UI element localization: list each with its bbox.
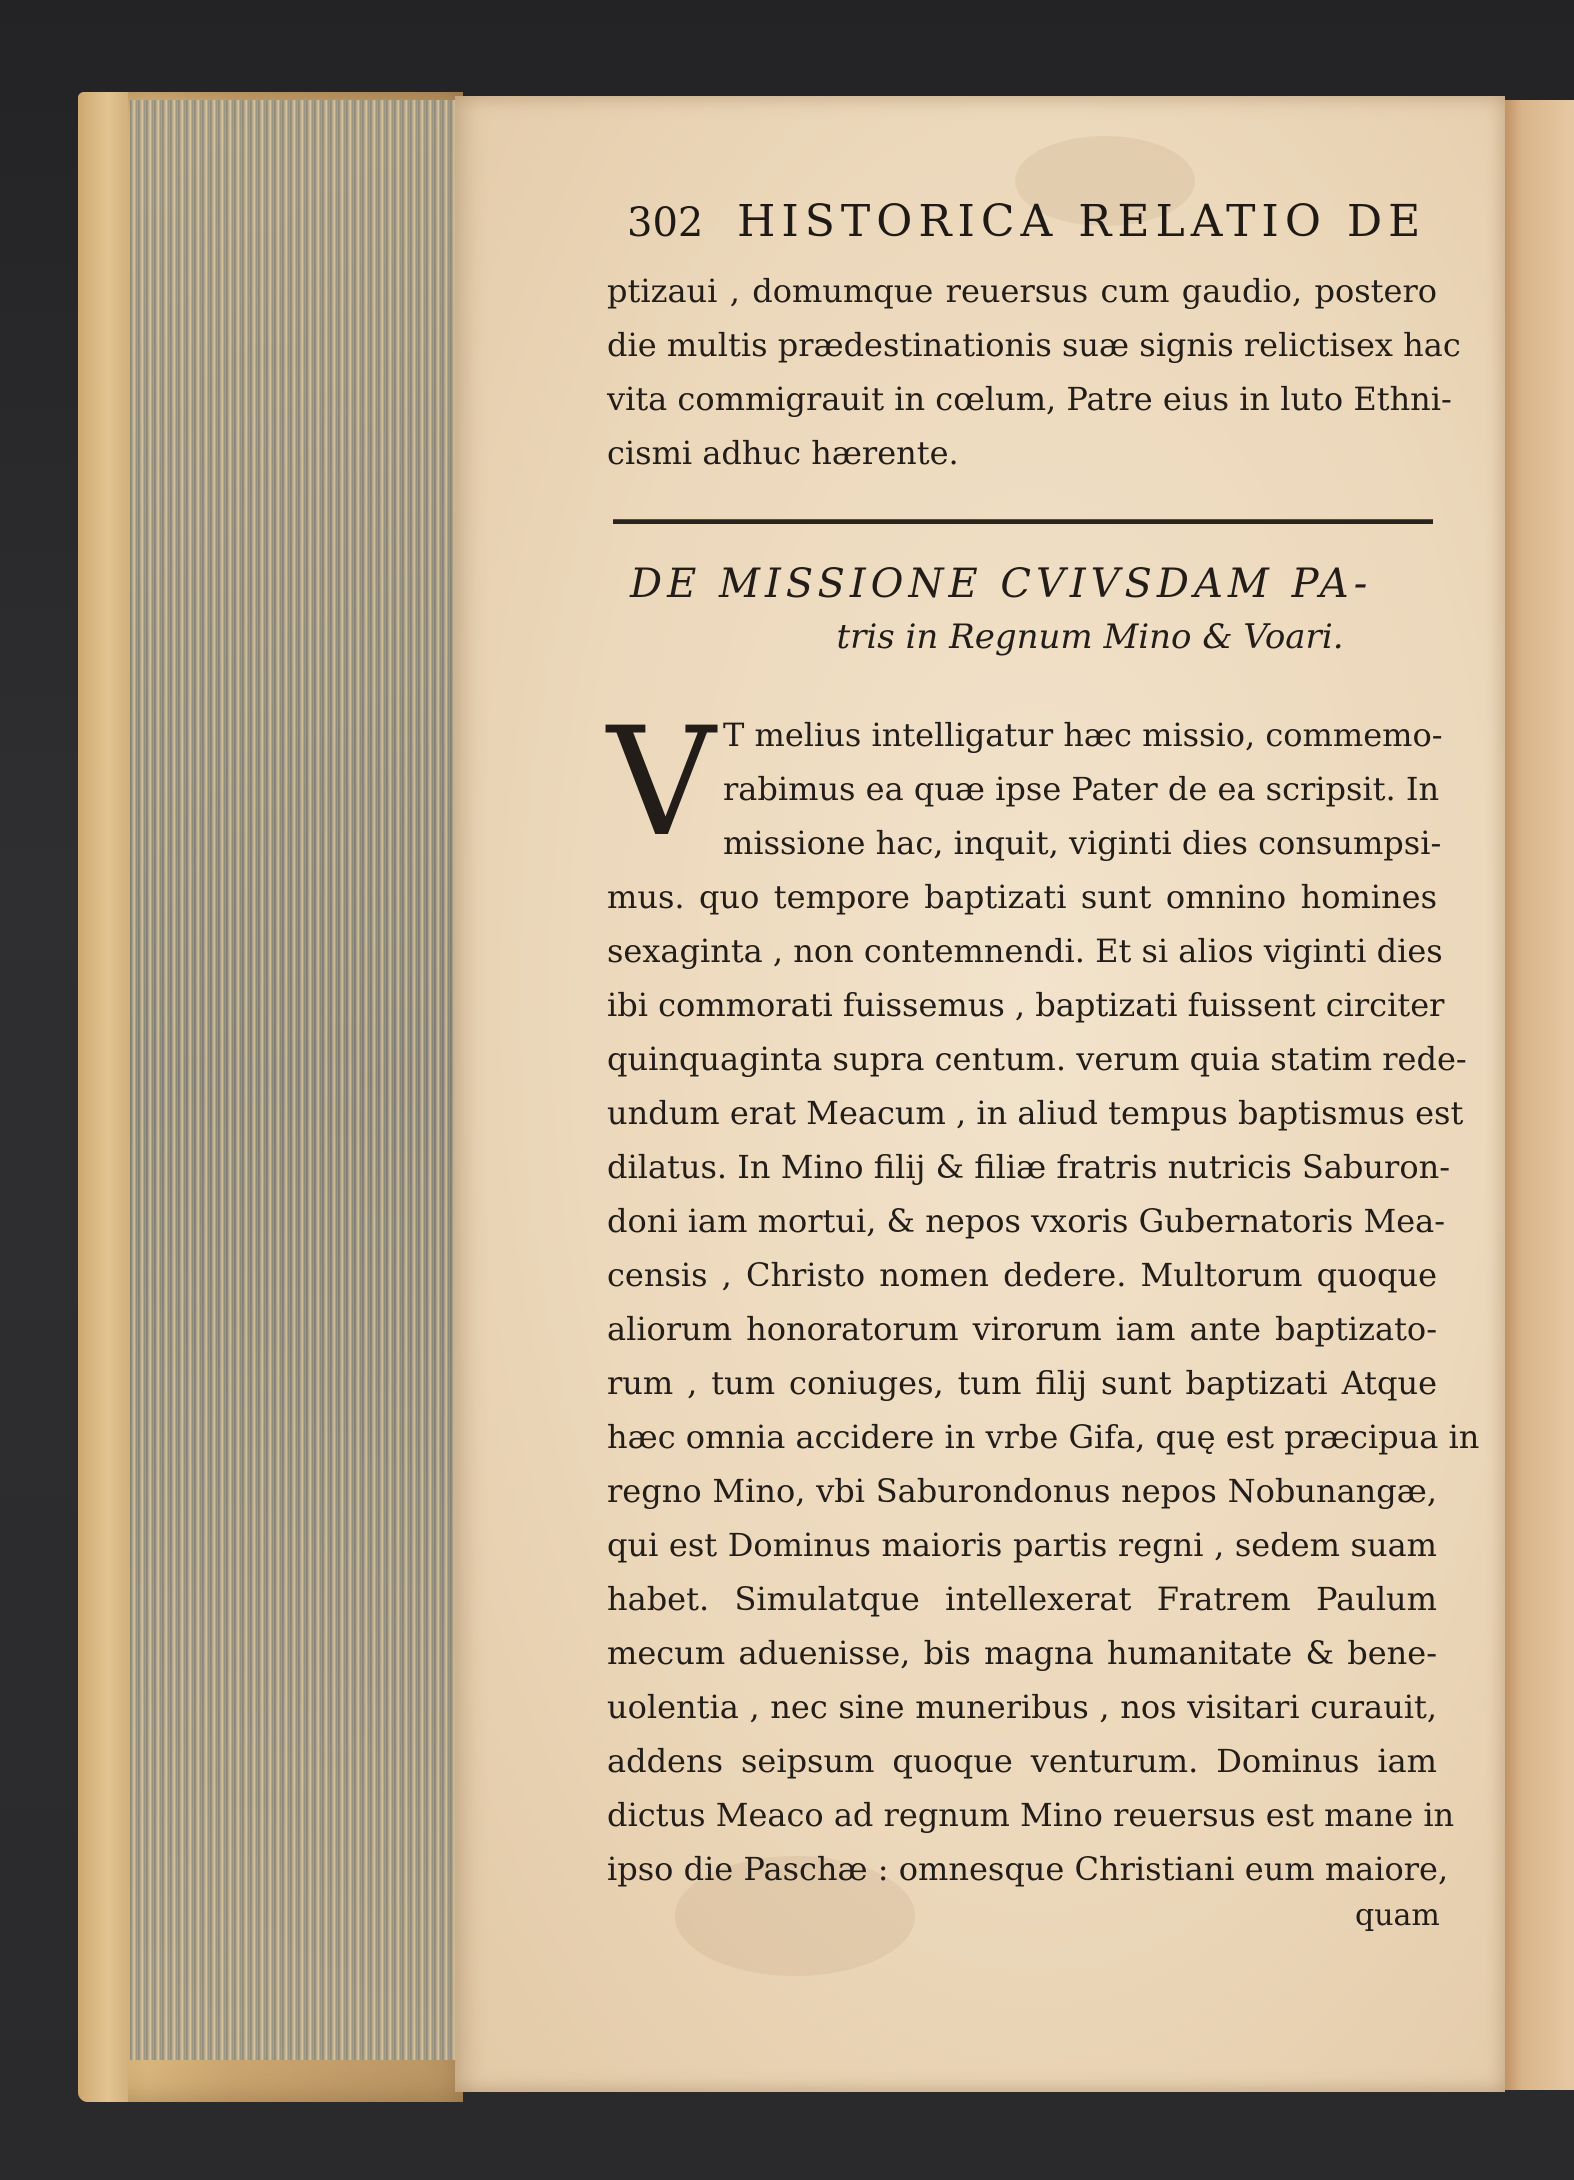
text-line: ptizaui , domumque reuersus cum gaudio, postero: [607, 272, 1437, 310]
text-line: regno Mino, vbi Saburondonus nepos Nobunangæ,: [607, 1472, 1437, 1510]
page-header: [627, 196, 1427, 266]
text-line: cismi adhuc hærente.: [607, 434, 959, 472]
book-page: [455, 96, 1505, 2092]
text-line: quinquaginta supra centum. verum quia statim rede-: [607, 1040, 1467, 1078]
text-line: aliorum honoratorum virorum iam ante baptizato-: [607, 1310, 1437, 1348]
text-line: mecum aduenisse, bis magna humanitate & bene-: [607, 1634, 1437, 1672]
page-edges: [130, 100, 460, 2060]
heading-line-2: tris in Regnum Mino & Voari.: [836, 617, 1344, 657]
text-line: die multis prædestinationis suæ signis relictisex hac: [607, 326, 1461, 364]
text-line: dilatus. In Mino filij & filiæ fratris nutricis Saburon-: [607, 1148, 1450, 1186]
adjacent-page-sliver: [1500, 100, 1574, 2090]
text-line: rabimus ea quæ ipse Pater de ea scripsit. In: [723, 770, 1440, 808]
horizontal-rule: [613, 519, 1433, 524]
text-line: vita commigrauit in cœlum, Patre eius in luto Ethni-: [607, 380, 1452, 418]
text-line: dictus Meaco ad regnum Mino reuersus est mane in: [607, 1796, 1455, 1834]
text-line: undum erat Meacum , in aliud tempus baptismus est: [607, 1094, 1464, 1132]
cover-board: [78, 92, 128, 2102]
text-line: missione hac, inquit, viginti dies consumpsi-: [723, 824, 1442, 862]
text-line: censis , Christo nomen dedere. Multorum quoque: [607, 1256, 1437, 1294]
text-line: habet. Simulatque intellexerat Fratrem Paulum: [607, 1580, 1437, 1618]
text-line: addens seipsum quoque venturum. Dominus iam: [607, 1742, 1437, 1780]
drop-capital: V: [607, 696, 716, 870]
page-number: 302: [627, 200, 704, 246]
text-line: mus. quo tempore baptizati sunt omnino homines: [607, 878, 1437, 916]
text-line: doni iam mortui, & nepos vxoris Gubernatoris Mea-: [607, 1202, 1446, 1240]
text-line: qui est Dominus maioris partis regni , sedem suam: [607, 1526, 1437, 1564]
text-line: rum , tum coniuges, tum filij sunt baptizati Atque: [607, 1364, 1437, 1402]
text-line: ipso die Paschæ : omnesque Christiani eum maiore,: [607, 1850, 1449, 1888]
intro-lines: [723, 708, 1443, 870]
heading-line-1: DE MISSIONE CVIVSDAM PA-: [630, 561, 1373, 607]
catchword: quam: [1355, 1898, 1440, 1933]
running-title: HISTORICA RELATIO DE: [737, 196, 1427, 247]
text-line: hæc omnia accidere in vrbe Gifa, quę est præcipua in: [607, 1418, 1480, 1456]
text-line: ibi commorati fuissemus , baptizati fuissent circiter: [607, 986, 1445, 1024]
section-heading: [630, 556, 1430, 662]
text-line: sexaginta , non contemnendi. Et si alios viginti dies: [607, 932, 1443, 970]
main-paragraph: [607, 870, 1480, 1896]
preceding-paragraph: [607, 264, 1461, 480]
text-line: uolentia , nec sine muneribus , nos visitari curauit,: [607, 1688, 1437, 1726]
text-line: T melius intelligatur hæc missio, commemo-: [723, 716, 1443, 754]
